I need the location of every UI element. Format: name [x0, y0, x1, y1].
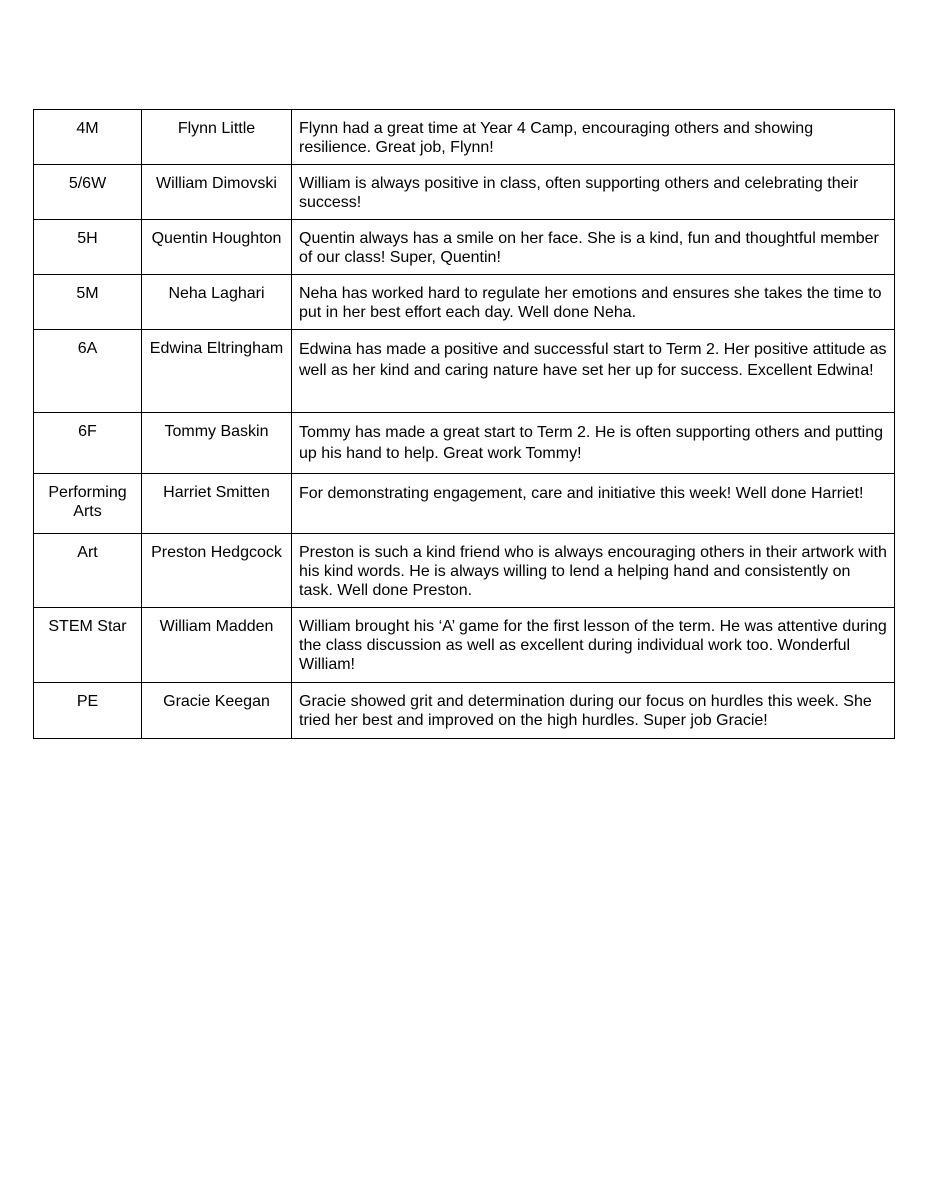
- class-cell: Performing Arts: [34, 474, 142, 534]
- class-cell: STEM Star: [34, 608, 142, 683]
- class-cell: PE: [34, 683, 142, 739]
- comment-cell: William is always positive in class, often supporting others and celebrating their success!: [292, 165, 895, 220]
- table-row: [34, 165, 895, 220]
- student-name-cell: Flynn Little: [142, 110, 292, 165]
- comment-cell: Edwina has made a positive and successful start to Term 2. Her positive attitude as well as her kind and caring nature have set her up for success. Excellent Edwina!: [292, 330, 895, 413]
- table-row: [34, 220, 895, 275]
- comment-cell: Preston is such a kind friend who is always encouraging others in their artwork with his kind words. He is always willing to lend a helping hand and consistently on task. Well done Preston.: [292, 534, 895, 608]
- table-row: [34, 534, 895, 608]
- student-name-cell: Harriet Smitten: [142, 474, 292, 534]
- comment-cell: Tommy has made a great start to Term 2. He is often supporting others and putting up his hand to help. Great work Tommy!: [292, 413, 895, 474]
- student-name-cell: William Dimovski: [142, 165, 292, 220]
- comment-cell: Quentin always has a smile on her face. She is a kind, fun and thoughtful member of our class! Super, Quentin!: [292, 220, 895, 275]
- table-row: [34, 275, 895, 330]
- comment-cell: Flynn had a great time at Year 4 Camp, encouraging others and showing resilience. Great job, Flynn!: [292, 110, 895, 165]
- class-cell: 5H: [34, 220, 142, 275]
- student-name-cell: Gracie Keegan: [142, 683, 292, 739]
- class-cell: 4M: [34, 110, 142, 165]
- class-cell: Art: [34, 534, 142, 608]
- table-row: [34, 110, 895, 165]
- student-name-cell: Tommy Baskin: [142, 413, 292, 474]
- student-name-cell: William Madden: [142, 608, 292, 683]
- comment-cell: Neha has worked hard to regulate her emotions and ensures she takes the time to put in her best effort each day. Well done Neha.: [292, 275, 895, 330]
- class-cell: 5M: [34, 275, 142, 330]
- student-awards-table: [33, 109, 895, 739]
- student-name-cell: Preston Hedgcock: [142, 534, 292, 608]
- student-name-cell: Quentin Houghton: [142, 220, 292, 275]
- table-row: [34, 474, 895, 534]
- comment-cell: William brought his ‘A’ game for the first lesson of the term. He was attentive during the class discussion as well as excellent during individual work too. Wonderful William!: [292, 608, 895, 683]
- table-row: [34, 683, 895, 739]
- table-row: [34, 608, 895, 683]
- table-row: [34, 330, 895, 413]
- class-cell: 5/6W: [34, 165, 142, 220]
- table-row: [34, 413, 895, 474]
- comment-cell: Gracie showed grit and determination during our focus on hurdles this week. She tried her best and improved on the high hurdles. Super job Gracie!: [292, 683, 895, 739]
- comment-cell: For demonstrating engagement, care and initiative this week! Well done Harriet!: [292, 474, 895, 534]
- student-name-cell: Neha Laghari: [142, 275, 292, 330]
- class-cell: 6F: [34, 413, 142, 474]
- class-cell: 6A: [34, 330, 142, 413]
- student-name-cell: Edwina Eltringham: [142, 330, 292, 413]
